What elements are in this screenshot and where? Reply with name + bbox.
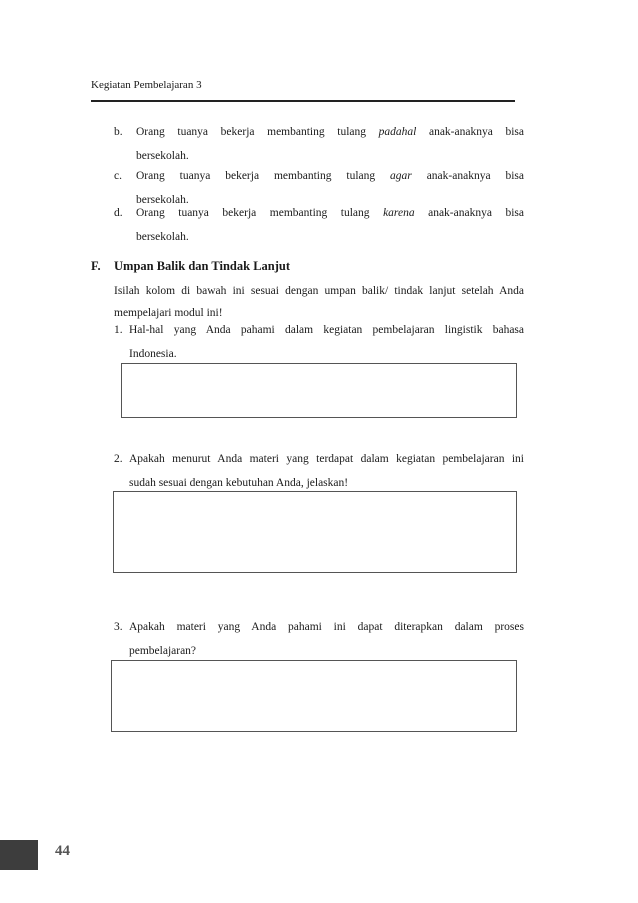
option-letter: c. [114, 170, 122, 182]
question-number: 3. [114, 621, 123, 633]
intro-line: mempelajari modul ini! [114, 307, 223, 319]
option-text: Orang tuanya bekerja membanting tulang padahal anak-anaknya bisa [136, 126, 524, 138]
running-header: Kegiatan Pembelajaran 3 [91, 79, 202, 91]
option-letter: d. [114, 207, 123, 219]
question-number: 1. [114, 324, 123, 336]
option-text-continued: bersekolah. [136, 231, 189, 243]
question-text-continued: pembelajaran? [129, 645, 197, 657]
page-number: 44 [55, 843, 70, 859]
answer-box-3[interactable] [111, 660, 517, 732]
section-title: Umpan Balik dan Tindak Lanjut [114, 259, 291, 273]
option-text: Orang tuanya bekerja membanting tulang karena anak-anaknya bisa [136, 207, 524, 219]
page-tab [0, 840, 38, 870]
intro-line: Isilah kolom di bawah ini sesuai dengan umpan balik/ tindak lanjut setelah Anda [114, 285, 524, 297]
question-text: Apakah menurut Anda materi yang terdapat dalam kegiatan pembelajaran ini [129, 453, 524, 465]
answer-box-1[interactable] [121, 363, 517, 418]
question-text-continued: Indonesia. [129, 348, 177, 360]
option-text-continued: bersekolah. [136, 194, 189, 206]
question-text: Apakah materi yang Anda pahami ini dapat diterapkan dalam proses [129, 621, 524, 633]
question-text-continued: sudah sesuai dengan kebutuhan Anda, jelaskan! [129, 477, 349, 489]
option-letter: b. [114, 126, 123, 138]
option-text-continued: bersekolah. [136, 150, 189, 162]
section-letter: F. [91, 259, 101, 273]
question-text: Hal-hal yang Anda pahami dalam kegiatan pembelajaran lingistik bahasa [129, 324, 524, 336]
answer-box-2[interactable] [113, 491, 517, 573]
header-divider [91, 100, 515, 102]
option-text: Orang tuanya bekerja membanting tulang agar anak-anaknya bisa [136, 170, 524, 182]
question-number: 2. [114, 453, 123, 465]
